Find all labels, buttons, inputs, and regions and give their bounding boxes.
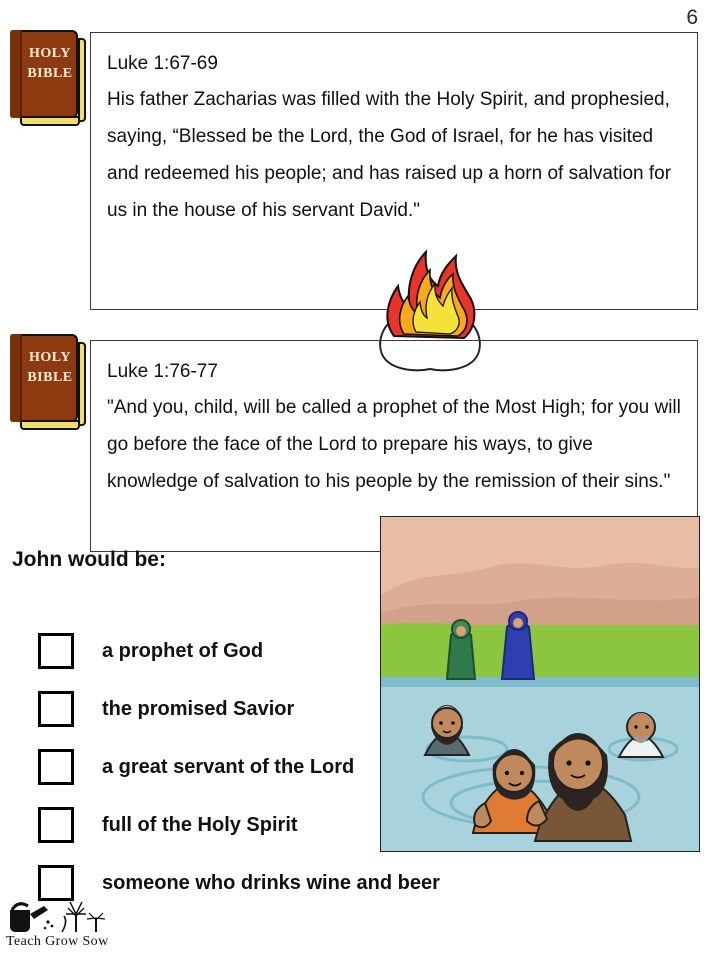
page-number: 6 (686, 6, 698, 29)
checkbox-the-promised-savior[interactable] (38, 691, 74, 727)
baptism-in-river-illustration (380, 516, 700, 852)
verse-reference-1: Luke 1:67-69 (107, 53, 218, 74)
option-label: full of the Holy Spirit (102, 813, 298, 836)
bible-title (24, 348, 76, 388)
holy-bible-icon (6, 28, 84, 126)
verse-text-2: "And you, child, will be called a prophet of the Most High; for you will go before the face of the Lord to prepare his ways, to give knowledge of salvation to his people by the remission of their sins." (107, 397, 681, 492)
bible-bottom-pages (20, 116, 80, 126)
option-row[interactable] (38, 746, 354, 788)
option-label: a great servant of the Lord (102, 755, 355, 778)
option-label: the promised Savior (102, 697, 295, 720)
bible-title-line2: BIBLE (27, 370, 73, 385)
bible-page-edge (78, 342, 86, 426)
verse-reference-2: Luke 1:76-77 (107, 361, 218, 382)
checkbox-full-of-the-holy-spirit[interactable] (38, 807, 74, 843)
bible-bottom-pages (20, 420, 80, 430)
teach-grow-sow-logo (4, 892, 122, 954)
verse-text-1: His father Zacharias was filled with the Holy Spirit, and prophesied, saying, “Blessed be the Lord, the God of Israel, for he has visited and redeemed his people; and has raised up a horn of salvation for us in the house of his servant David." (107, 89, 672, 221)
option-label: someone who drinks wine and beer (102, 871, 440, 894)
option-row[interactable] (38, 804, 298, 846)
bible-title-line1: HOLY (29, 46, 71, 61)
checkbox-a-prophet-of-god[interactable] (38, 633, 74, 669)
bible-spine (10, 30, 22, 118)
holy-bible-icon (6, 332, 84, 430)
bible-page-edge (78, 38, 86, 122)
option-label: a prophet of God (102, 639, 264, 662)
bible-title-line2: BIBLE (27, 66, 73, 81)
bible-title (24, 44, 76, 84)
bible-spine (10, 334, 22, 422)
question-prompt: John would be: (12, 548, 166, 571)
checkbox-a-great-servant-of-the-lord[interactable] (38, 749, 74, 785)
option-row[interactable] (38, 630, 263, 672)
option-row[interactable] (38, 688, 294, 730)
brand-name: Teach Grow Sow (6, 934, 109, 949)
bible-title-line1: HOLY (29, 350, 71, 365)
